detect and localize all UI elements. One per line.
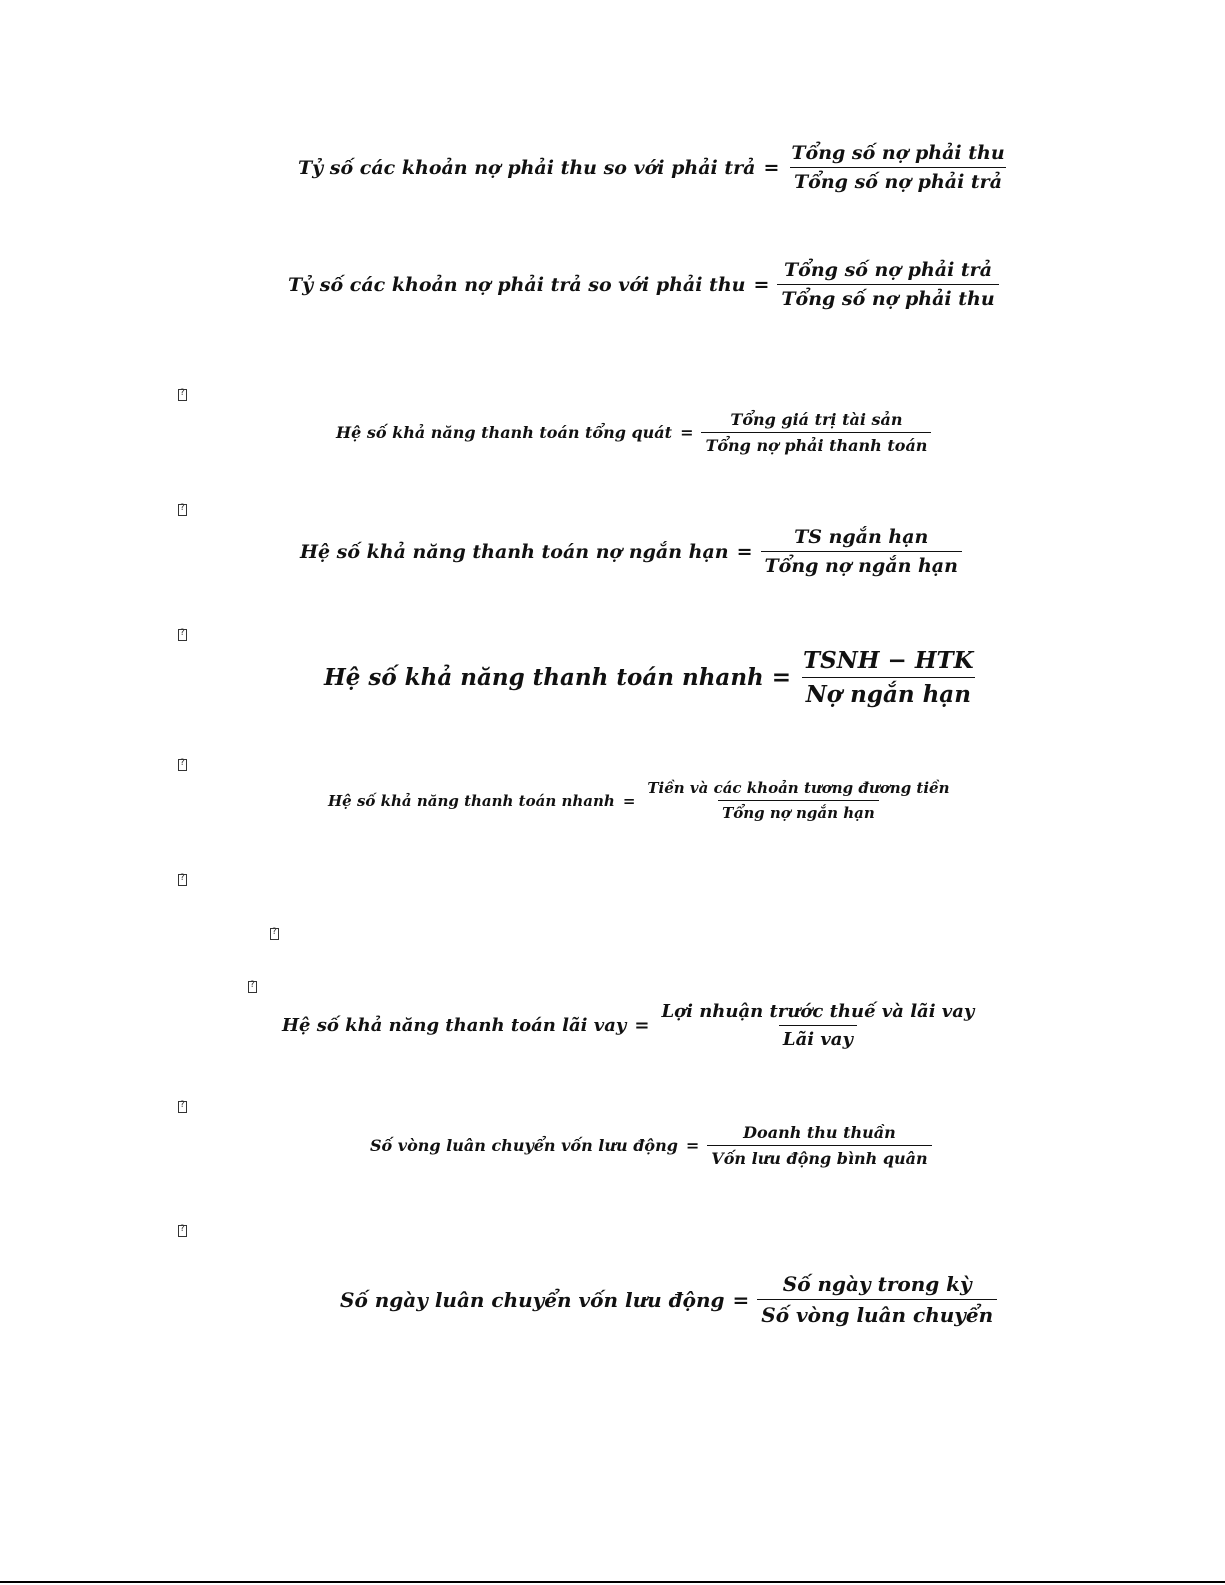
bullet-marker — [178, 759, 187, 771]
fraction-numerator: Tổng giá trị tài sản — [730, 410, 903, 429]
bullet-marker — [178, 389, 187, 401]
bullet-marker — [178, 1225, 187, 1237]
fraction — [707, 1123, 931, 1168]
fraction-denominator: Lãi vay — [779, 1025, 857, 1050]
fraction-numerator: Tổng số nợ phải thu — [791, 142, 1005, 164]
fraction — [757, 1272, 997, 1327]
fraction — [657, 1001, 978, 1050]
bullet-marker — [178, 504, 187, 516]
formula-lhs: Tỷ số các khoản nợ phải trả so với phải thu — [288, 273, 746, 296]
formula-lhs: Hệ số khả năng thanh toán lãi vay — [282, 1015, 627, 1036]
formula-current-ratio — [300, 526, 962, 577]
equals-sign: = — [685, 1136, 700, 1155]
equals-sign: = — [732, 1287, 750, 1312]
equals-sign: = — [680, 423, 694, 442]
equals-sign: = — [763, 156, 780, 179]
formula-receivable-payable-ratio — [298, 142, 1009, 193]
fraction-denominator: Tổng nợ ngắn hạn — [718, 800, 879, 822]
formula-working-capital-days — [340, 1272, 997, 1327]
formula-cash-ratio — [328, 779, 954, 822]
fraction-numerator: Doanh thu thuần — [743, 1123, 896, 1142]
formula-interest-coverage — [282, 1001, 978, 1050]
formula-payable-receivable-ratio — [288, 259, 999, 310]
fraction-numerator: Số ngày trong kỳ — [782, 1272, 972, 1296]
fraction — [777, 259, 998, 310]
formula-lhs: Hệ số khả năng thanh toán nhanh — [328, 791, 615, 810]
formula-general-solvency — [336, 410, 931, 455]
formula-lhs: Hệ số khả năng thanh toán tổng quát — [336, 423, 673, 442]
fraction-denominator: Nợ ngắn hạn — [802, 677, 975, 708]
formula-lhs: Số ngày luân chuyển vốn lưu động — [340, 1287, 725, 1312]
fraction-numerator: Lợi nhuận trước thuế và lãi vay — [661, 1001, 975, 1022]
fraction — [799, 647, 978, 708]
bullet-marker — [270, 928, 279, 940]
fraction-denominator: Tổng nợ ngắn hạn — [761, 551, 962, 577]
fraction-denominator: Số vòng luân chuyển — [757, 1299, 997, 1327]
bullet-marker — [248, 981, 257, 993]
bullet-marker — [178, 1101, 187, 1113]
equals-sign: = — [736, 540, 753, 563]
formula-lhs: Tỷ số các khoản nợ phải thu so với phải trả — [298, 156, 756, 179]
fraction — [643, 779, 953, 822]
formula-lhs: Hệ số khả năng thanh toán nhanh — [324, 664, 764, 691]
fraction-denominator: Tổng nợ phải thanh toán — [701, 432, 931, 455]
fraction-numerator: Tổng số nợ phải trả — [784, 259, 992, 281]
equals-sign: = — [622, 791, 636, 810]
equals-sign: = — [634, 1015, 650, 1036]
fraction — [761, 526, 962, 577]
formula-working-capital-turnover — [370, 1123, 932, 1168]
bullet-marker — [178, 874, 187, 886]
fraction — [701, 410, 931, 455]
formula-quick-ratio — [324, 647, 978, 708]
fraction-numerator: Tiền và các khoản tương đương tiền — [647, 779, 950, 797]
formula-lhs: Hệ số khả năng thanh toán nợ ngắn hạn — [300, 540, 729, 563]
fraction-numerator: TSNH − HTK — [803, 647, 974, 674]
formula-lhs: Số vòng luân chuyển vốn lưu động — [370, 1136, 678, 1155]
fraction — [787, 142, 1008, 193]
equals-sign: = — [771, 664, 792, 691]
fraction-denominator: Tổng số nợ phải thu — [777, 284, 998, 310]
fraction-denominator: Vốn lưu động bình quân — [707, 1145, 931, 1168]
page-bottom-border — [0, 1581, 1225, 1583]
fraction-denominator: Tổng số nợ phải trả — [790, 167, 1006, 193]
equals-sign: = — [753, 273, 770, 296]
fraction-numerator: TS ngắn hạn — [794, 526, 929, 548]
bullet-marker — [178, 629, 187, 641]
